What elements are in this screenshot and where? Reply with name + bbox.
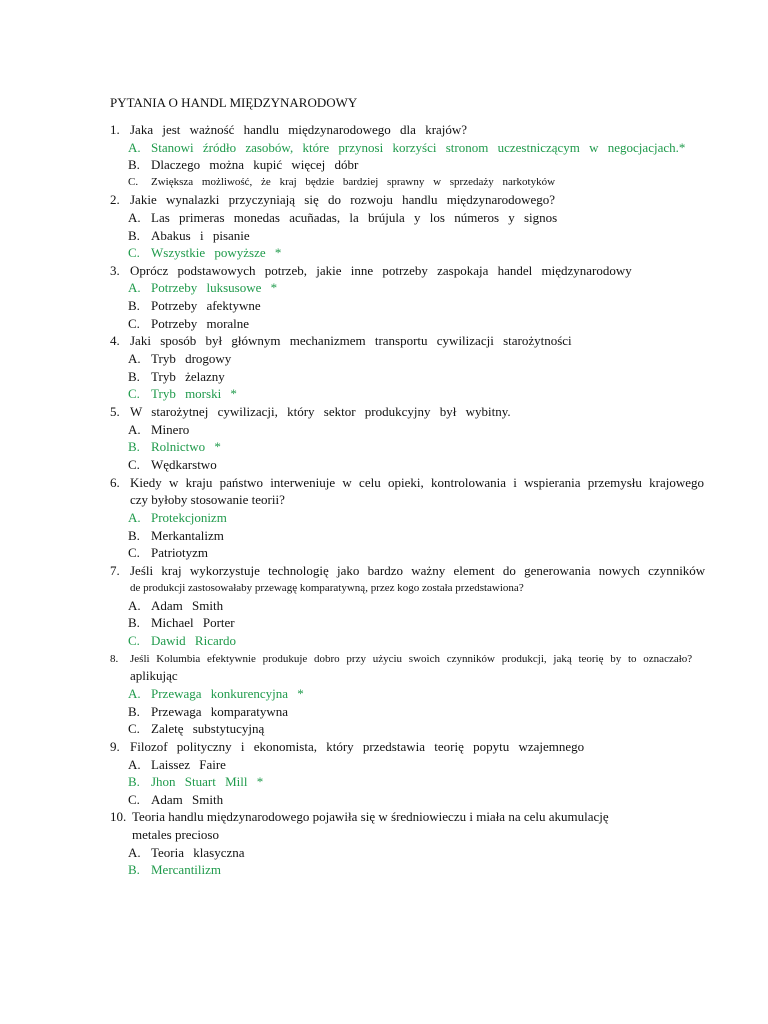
- question-10-continuation: [132, 827, 219, 843]
- option-9a: [128, 757, 226, 773]
- option-letter: A.: [128, 686, 141, 701]
- question-number: 1.: [110, 122, 120, 137]
- option-1a: [128, 140, 685, 156]
- option-text: Patriotyzm: [151, 545, 209, 560]
- option-text: Stanowi źródło zasobów, które przynosi korzyści stronom uczestniczącym w negocjacjach.*: [151, 140, 686, 155]
- question-8: [110, 651, 692, 667]
- question-8-continuation: [130, 668, 178, 684]
- question-text: Kiedy w kraju państwo interweniuje w celu opieki, kontrolowania i wspierania przemysłu krajowego: [130, 475, 704, 490]
- option-text: Laissez Faire: [151, 757, 226, 772]
- option-4c: [128, 386, 237, 402]
- option-letter: C.: [128, 386, 140, 401]
- option-9c: [128, 792, 223, 808]
- question-number: 5.: [110, 404, 120, 419]
- question-text: Filozof polityczny i ekonomista, który przedstawia teorię popytu wzajemnego: [130, 739, 585, 754]
- option-letter: A.: [128, 510, 141, 525]
- option-text: Potrzeby moralne: [151, 316, 250, 331]
- option-letter: B.: [128, 369, 140, 384]
- option-letter: C.: [128, 316, 140, 331]
- option-text: Adam Smith: [151, 792, 224, 807]
- option-6b: [128, 528, 224, 544]
- question-number: 4.: [110, 333, 120, 348]
- question-text: Jaka jest ważność handlu międzynarodowego dla krajów?: [130, 122, 468, 137]
- question-number: 7.: [110, 563, 120, 578]
- option-letter: B.: [128, 439, 140, 454]
- option-text: Las primeras monedas acuñadas, la brújula y los números y signos: [151, 210, 558, 225]
- question-6: [110, 475, 704, 491]
- option-text: Tryb żelazny: [151, 369, 225, 384]
- question-7: [110, 563, 705, 579]
- option-letter: B.: [128, 615, 140, 630]
- question-2: [110, 192, 555, 208]
- option-letter: A.: [128, 757, 141, 772]
- option-2a: [128, 210, 557, 226]
- option-letter: A.: [128, 280, 141, 295]
- question-5: [110, 404, 511, 420]
- option-text: Merkantalizm: [151, 528, 224, 543]
- option-letter: A.: [128, 598, 141, 613]
- option-7c: [128, 633, 236, 649]
- option-5a: [128, 422, 189, 438]
- question-number: 9.: [110, 739, 120, 754]
- option-7a: [128, 598, 223, 614]
- option-3a: [128, 280, 277, 296]
- question-4: [110, 333, 572, 349]
- option-1b: [128, 157, 358, 173]
- question-text: Jeśli Kolumbia efektywnie produkuje dobro przy użyciu swoich czynników produkcji, jaką teorię by to oznaczało?: [130, 653, 693, 665]
- option-text: Przewaga komparatywna: [151, 704, 289, 719]
- question-text: Jakie wynalazki przyczyniają się do rozwoju handlu międzynarodowego?: [130, 192, 555, 207]
- option-10a: [128, 845, 245, 861]
- option-text: Potrzeby afektywne: [151, 298, 261, 313]
- option-letter: B.: [128, 704, 140, 719]
- option-text: Minero: [151, 422, 190, 437]
- option-text: Przewaga konkurencyjna *: [151, 686, 304, 701]
- question-7-continuation: [130, 580, 524, 596]
- option-8b: [128, 704, 288, 720]
- option-9b: [128, 774, 263, 790]
- option-letter: B.: [128, 528, 140, 543]
- option-7b: [128, 615, 235, 631]
- option-text: Dawid Ricardo: [151, 633, 237, 648]
- option-letter: A.: [128, 351, 141, 366]
- option-letter: A.: [128, 422, 141, 437]
- option-letter: C.: [128, 792, 140, 807]
- option-1c: [128, 174, 555, 190]
- option-4b: [128, 369, 225, 385]
- question-text-continuation: de produkcji zastosowałaby przewagę komparatywną, przez kogo została przedstawiona?: [130, 582, 524, 594]
- question-text-continuation: metales precioso: [132, 827, 219, 842]
- option-10b: [128, 862, 221, 878]
- question-number: 3.: [110, 263, 120, 278]
- option-letter: C.: [128, 721, 140, 736]
- question-text: Jeśli kraj wykorzystuje technologię jako bardzo ważny element do generowania nowych czynników: [130, 563, 706, 578]
- option-3c: [128, 316, 249, 332]
- option-text: Tryb drogowy: [151, 351, 232, 366]
- question-number: 2.: [110, 192, 120, 207]
- option-letter: C.: [128, 633, 140, 648]
- option-letter: B.: [128, 157, 140, 172]
- question-text-continuation: czy byłoby stosowanie teorii?: [130, 492, 285, 507]
- question-6-continuation: [130, 492, 285, 508]
- option-text: Adam Smith: [151, 598, 224, 613]
- option-letter: B.: [128, 862, 140, 877]
- option-text: Abakus i pisanie: [151, 228, 250, 243]
- question-number: 8.: [110, 653, 119, 665]
- question-text: Jaki sposób był głównym mechanizmem transportu cywilizacji starożytności: [130, 333, 572, 348]
- option-letter: C.: [128, 176, 139, 188]
- option-6c: [128, 545, 208, 561]
- option-text: Zwiększa możliwość, że kraj będzie bardziej sprawny w sprzedaży narkotyków: [151, 176, 556, 188]
- option-3b: [128, 298, 261, 314]
- option-6a: [128, 510, 227, 526]
- question-text: Teoria handlu międzynarodowego pojawiła się w średniowieczu i miała na celu akumulację: [132, 809, 609, 824]
- question-9: [110, 739, 584, 755]
- option-text: Mercantilizm: [151, 862, 222, 877]
- option-letter: C.: [128, 545, 140, 560]
- option-8c: [128, 721, 264, 737]
- question-10: [110, 809, 609, 825]
- question-number: 10.: [110, 809, 127, 824]
- option-letter: B.: [128, 298, 140, 313]
- option-2b: [128, 228, 250, 244]
- option-text: Protekcjonizm: [151, 510, 227, 525]
- option-4a: [128, 351, 231, 367]
- option-text: Michael Porter: [151, 615, 235, 630]
- option-letter: C.: [128, 457, 140, 472]
- question-1: [110, 122, 467, 138]
- question-3: [110, 263, 632, 279]
- question-text-continuation: aplikując: [130, 668, 178, 683]
- option-letter: A.: [128, 210, 141, 225]
- option-5b: [128, 439, 221, 455]
- option-8a: [128, 686, 304, 702]
- option-letter: B.: [128, 774, 140, 789]
- option-text: Teoria klasyczna: [151, 845, 245, 860]
- question-number: 6.: [110, 475, 120, 490]
- question-text: Oprócz podstawowych potrzeb, jakie inne potrzeby zaspokaja handel międzynarodowy: [130, 263, 632, 278]
- option-2c: [128, 245, 281, 261]
- option-text: Wszystkie powyższe *: [151, 245, 282, 260]
- option-text: Zaletę substytucyjną: [151, 721, 265, 736]
- option-5c: [128, 457, 217, 473]
- page-title: PYTANIA O HANDL MIĘDZYNARODOWY: [110, 95, 358, 110]
- option-letter: A.: [128, 140, 141, 155]
- option-text: Rolnictwo *: [151, 439, 221, 454]
- option-text: Tryb morski *: [151, 386, 237, 401]
- option-letter: B.: [128, 228, 140, 243]
- option-letter: C.: [128, 245, 140, 260]
- option-text: Dlaczego można kupić więcej dóbr: [151, 157, 359, 172]
- option-text: Potrzeby luksusowe *: [151, 280, 278, 295]
- option-text: Wędkarstwo: [151, 457, 217, 472]
- option-text: Jhon Stuart Mill *: [151, 774, 264, 789]
- option-letter: A.: [128, 845, 141, 860]
- question-text: W starożytnej cywilizacji, który sektor produkcyjny był wybitny.: [130, 404, 511, 419]
